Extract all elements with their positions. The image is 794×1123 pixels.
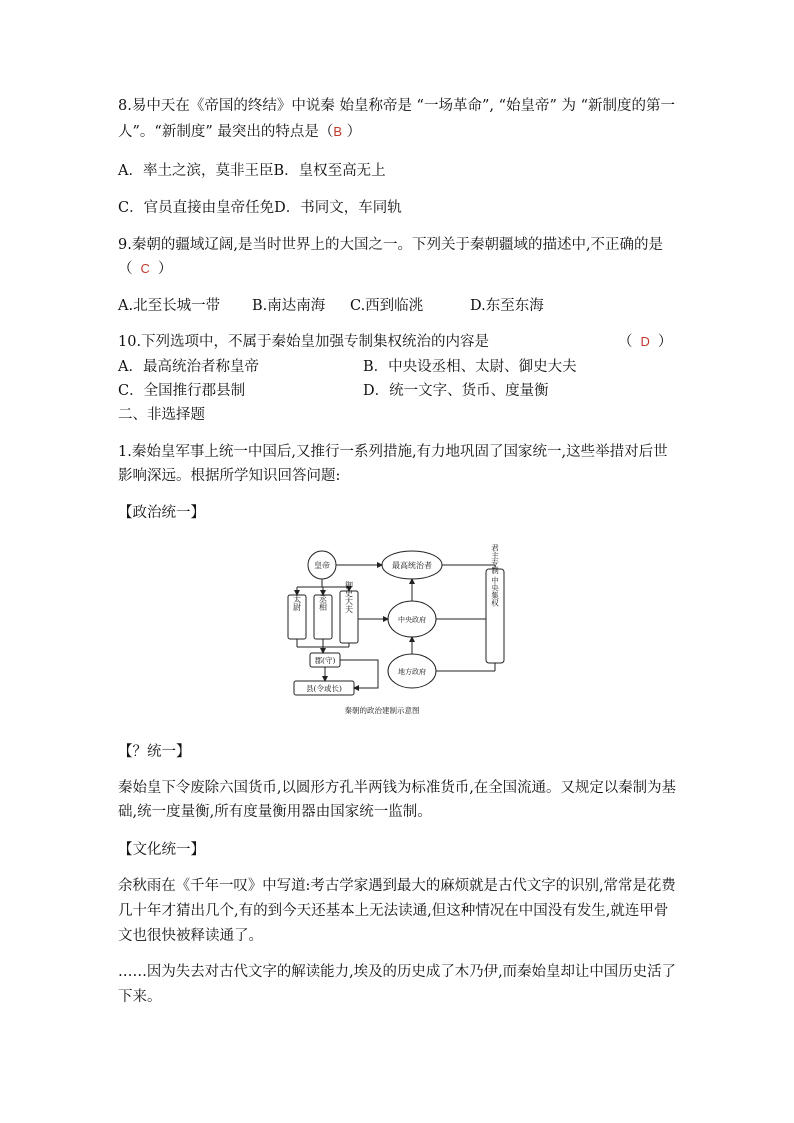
q10-paren-close: ） xyxy=(657,334,673,350)
political-heading: 【政治统一】 xyxy=(118,505,205,521)
economic-text-line2: 础,统一度量衡,所有度量衡用器由国家统一监制。 xyxy=(118,804,432,820)
cultural-text-line5: 下来。 xyxy=(118,989,162,1005)
q9-option-b: B.南达南海 xyxy=(252,298,326,314)
q8-answer: B xyxy=(333,124,343,139)
cultural-text-line2: 几十年才猜出几个,有的到今天还基本上无法读通,但这种情况在中国没有发生,就连甲骨 xyxy=(118,903,669,919)
q9-option-d: D.东至东海 xyxy=(470,298,544,314)
q8-stem-text: 人”。“新制度” 最突出的特点是（ xyxy=(118,124,334,140)
q9-answer: C xyxy=(140,261,150,276)
q10-stem: 10.下列选项中，不属于秦始皇加强专制集权统治的内容是 xyxy=(118,334,490,350)
q9-paren-close: ） xyxy=(157,261,173,277)
q10-option-b: B．中央设丞相、太尉、御史大夫 xyxy=(363,359,577,375)
cultural-text-line3: 文也很快被释读通了。 xyxy=(118,928,263,944)
diagram-commandery-label: 郡(守) xyxy=(314,656,336,665)
section-heading: 二、非选择题 xyxy=(118,407,205,423)
diagram-central-gov-label: 中央政府 xyxy=(398,616,426,624)
diagram-caption: 秦朝的政治建制示意图 xyxy=(344,706,420,715)
cultural-text-line1: 余秋雨在《千年一叹》中写道:考古学家遇到最大的麻烦就是古代文字的识别,常常是花费 xyxy=(118,878,676,894)
q1-stem-line2: 影响深远。根据所学知识回答问题: xyxy=(118,468,341,484)
economic-text-line1: 秦始皇下令废除六国货币,以圆形方孔半两钱为标准货币,在全国流通。又规定以秦制为基 xyxy=(118,780,676,796)
q9-answer-line xyxy=(118,259,172,279)
q1-stem-line1: 1.秦始皇军事上统一中国后,又推行一系列措施,有力地巩固了国家统一,这些举措对后世 xyxy=(118,444,668,460)
q8-option-b: B．皇权至高无上 xyxy=(273,163,386,179)
diagram-side-label: 君主专制 中央集权 xyxy=(490,543,500,607)
diagram-emperor-label: 皇帝 xyxy=(314,561,330,570)
cultural-text-line4: ……因为失去对古代文字的解读能力,埃及的历史成了木乃伊,而秦始皇却让中国历史活了 xyxy=(118,964,676,980)
q10-option-a: A．最高统治者称皇帝 xyxy=(118,359,259,375)
q9-option-c: C.西到临洮 xyxy=(350,298,424,314)
q8-options-row1 xyxy=(118,161,386,181)
q9-option-a: A.北至长城一带 xyxy=(118,298,221,314)
diagram-yushi-label: 御史大夫 xyxy=(344,581,354,613)
q8-option-a: A．率土之滨，莫非王臣 xyxy=(118,163,274,179)
q10-answer: D xyxy=(640,334,650,349)
q8-stem-line2 xyxy=(118,122,361,142)
q9-stem: 9.秦朝的疆域辽阔,是当时世界上的大国之一。下列关于秦朝疆域的描述中,不正确的是 xyxy=(118,237,664,253)
diagram-county-label: 县(令或长) xyxy=(306,684,342,693)
cultural-heading: 【文化统一】 xyxy=(118,842,205,858)
q10-option-c: C．全国推行郡县制 xyxy=(118,383,246,399)
q8-option-c: C．官员直接由皇帝任免 xyxy=(118,200,275,216)
q9-paren-open: （ xyxy=(118,261,133,277)
diagram-local-gov-label: 地方政府 xyxy=(398,668,426,676)
economic-heading: 【？统一】 xyxy=(118,744,191,760)
qin-political-structure-diagram xyxy=(282,543,514,721)
diagram-supreme-ruler-label: 最高统治者 xyxy=(392,561,432,570)
diagram-chengxiang-label: 丞相 xyxy=(318,595,328,611)
q8-options-row2 xyxy=(118,198,402,218)
q8-paren-close: ） xyxy=(342,124,362,140)
q8-stem-line1: 8.易中天在《帝国的终结》中说秦 始皇称帝是 “一场革命”, “始皇帝” 为 “新制度的第一 xyxy=(118,98,676,114)
q10-paren-open: （ xyxy=(618,334,633,350)
q10-answer-line xyxy=(618,332,672,352)
q10-option-d: D．统一文字、货币、度量衡 xyxy=(363,383,549,399)
diagram-taiwei-label: 太尉 xyxy=(292,595,302,611)
q8-option-d: D．书同文，车同轨 xyxy=(274,200,402,216)
